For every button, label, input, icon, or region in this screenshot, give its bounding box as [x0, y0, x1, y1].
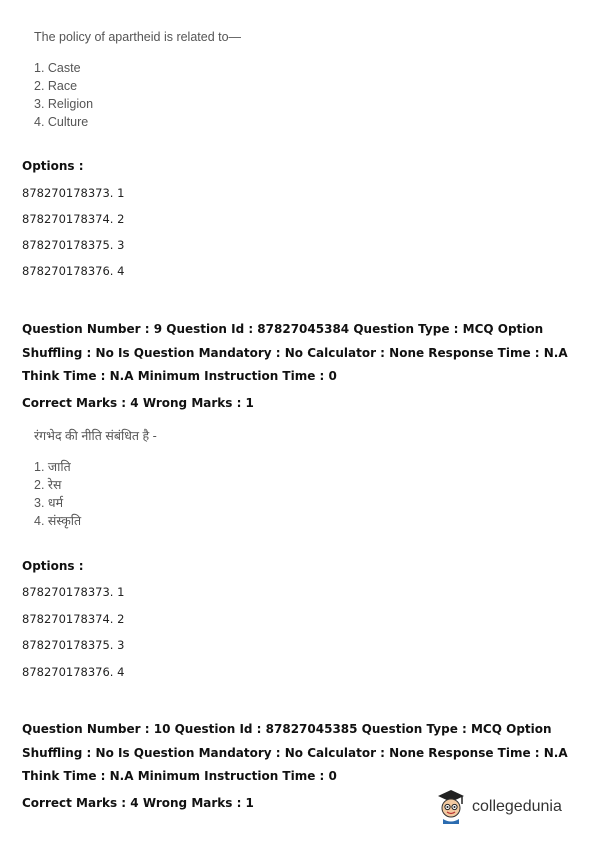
- question-9-choice-2: 2. रेस: [34, 478, 62, 492]
- question-8-option-3: 878270178375. 3: [22, 238, 125, 252]
- question-9-meta: Question Number : 9 Question Id : 87827045384 Question Type : MCQ Option Shuffling : No Is Question Mandatory : No Calculator : None Response Time : N.A Think Time : N.A Minimum Instruction Time : 0: [22, 322, 568, 383]
- question-9-option-4: 878270178376. 4: [22, 665, 125, 679]
- question-9-marks: Correct Marks : 4 Wrong Marks : 1: [22, 396, 254, 410]
- question-8-choice-1: 1. Caste: [34, 61, 81, 75]
- question-9-stem: रंगभेद की नीति संबंधित है -: [34, 429, 157, 443]
- graduate-mascot-icon: [436, 786, 466, 828]
- question-8-options-label: Options :: [22, 159, 84, 173]
- question-9-choice-4: 4. संस्कृति: [34, 514, 82, 528]
- question-8-option-2: 878270178374. 2: [22, 212, 125, 226]
- question-9-options-label: Options :: [22, 559, 84, 573]
- collegedunia-wordmark: collegedunia: [472, 798, 562, 815]
- question-8-option-1: 878270178373. 1: [22, 186, 125, 200]
- question-9-option-3: 878270178375. 3: [22, 638, 125, 652]
- question-9-choice-3: 3. धर्म: [34, 496, 64, 510]
- question-8-choice-4: 4. Culture: [34, 115, 89, 129]
- question-8-option-4: 878270178376. 4: [22, 264, 125, 278]
- question-9-choice-1: 1. जाति: [34, 460, 71, 474]
- question-8-choice-2: 2. Race: [34, 79, 78, 93]
- question-9-option-1: 878270178373. 1: [22, 585, 125, 599]
- question-8-choice-3: 3. Religion: [34, 97, 94, 111]
- question-8-stem: The policy of apartheid is related to—: [34, 30, 242, 44]
- question-9-option-2: 878270178374. 2: [22, 612, 125, 626]
- collegedunia-logo: [436, 786, 562, 828]
- question-10-meta: Question Number : 10 Question Id : 87827045385 Question Type : MCQ Option Shuffling : No Is Question Mandatory : No Calculator : None Response Time : N.A Think Time : N.A Minimum Instruction Time : 0: [22, 722, 568, 783]
- question-10-marks: Correct Marks : 4 Wrong Marks : 1: [22, 796, 254, 810]
